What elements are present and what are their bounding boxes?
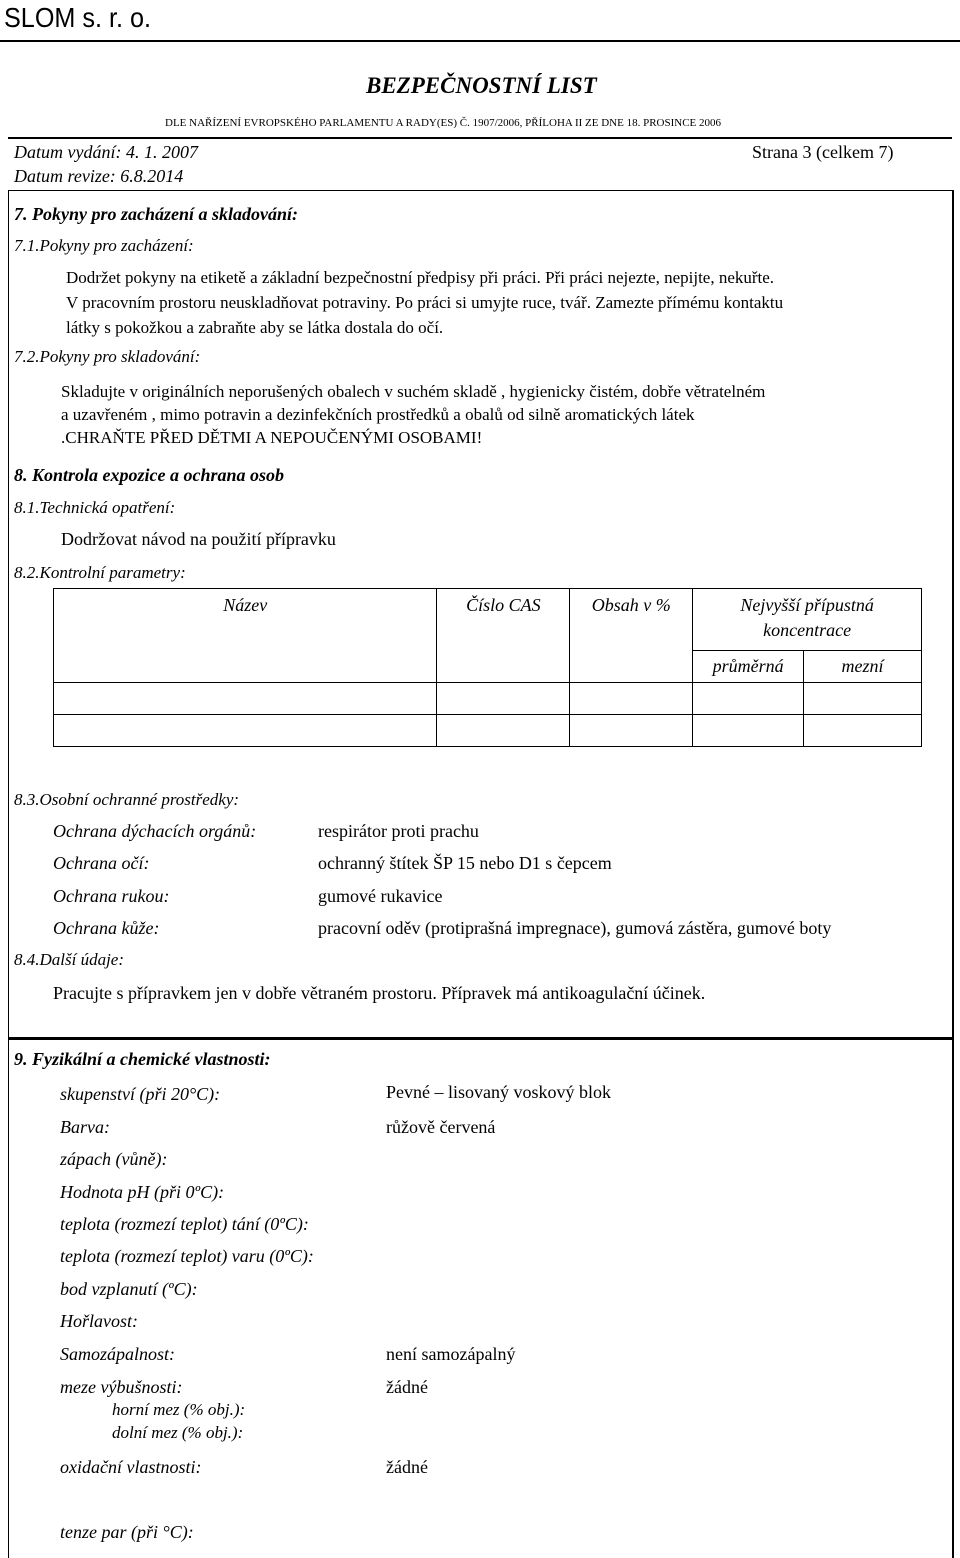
section-8-1-text: Dodržovat návod na použití přípravku bbox=[61, 529, 336, 549]
ppe-value-skin: pracovní oděv (protiprašná impregnace), gumová zástěra, gumové boty bbox=[318, 918, 832, 938]
section-7-2-line-1: Skladujte v originálních neporušených obalech v suchém skladě , hygienicky čistém, dobře větratelném bbox=[61, 382, 766, 401]
prop-label-flammability: Hořlavost: bbox=[60, 1311, 138, 1331]
section-7-1-line-2: V pracovním prostoru neuskladňovat potraviny. Po práci si umyjte ruce, tvář. Zamezte přímému kontaktu bbox=[66, 293, 784, 312]
prop-label-ph: Hodnota pH (při 0ºC): bbox=[60, 1182, 225, 1202]
table-cell bbox=[54, 715, 437, 747]
table-cell bbox=[693, 715, 804, 747]
section-8-2-title: 8.2.Kontrolní parametry: bbox=[14, 563, 186, 582]
section-8-4-text: Pracujte s přípravkem jen v dobře větraném prostoru. Přípravek má antikoagulační účinek. bbox=[53, 983, 706, 1003]
ppe-value-hands: gumové rukavice bbox=[318, 886, 443, 906]
page-number: Strana 3 (celkem 7) bbox=[752, 142, 894, 162]
table-cell bbox=[693, 683, 804, 715]
prop-value-self-ignition: není samozápalný bbox=[386, 1344, 516, 1364]
ppe-label-hands: Ochrana rukou: bbox=[53, 886, 170, 906]
prop-label-lower-limit: dolní mez (% obj.): bbox=[112, 1423, 244, 1442]
section-7-title: 7. Pokyny pro zacházení a skladování: bbox=[14, 204, 299, 224]
ppe-label-skin: Ochrana kůže: bbox=[53, 918, 160, 938]
prop-label-explosion-limits: meze výbušnosti: bbox=[60, 1377, 183, 1397]
col-header-average: průměrná bbox=[693, 651, 804, 683]
regulation-line: DLE NAŘÍZENÍ EVROPSKÉHO PARLAMENTU A RADY(ES) Č. 1907/2006, PŘÍLOHA II ZE DNE 18. PROSINCE 2006 bbox=[165, 117, 722, 129]
table-row bbox=[54, 683, 922, 715]
section-8-4-title: 8.4.Další údaje: bbox=[14, 950, 125, 969]
issue-date: Datum vydání: 4. 1. 2007 bbox=[14, 142, 198, 162]
ppe-value-respiratory: respirátor proti prachu bbox=[318, 821, 479, 841]
table-cell bbox=[437, 683, 570, 715]
col-header-cas: Číslo CAS bbox=[437, 589, 570, 683]
prop-value-state: Pevné – lisovaný voskový blok bbox=[386, 1082, 611, 1102]
col-header-max-line-1: Nejvyšší přípustná bbox=[740, 595, 874, 615]
section-7-1-line-1: Dodržet pokyny na etiketě a základní bezpečnostní předpisy při práci. Při práci nejezte, nepijte, nekuřte. bbox=[66, 268, 775, 287]
document-title: BEZPEČNOSTNÍ LIST bbox=[366, 73, 597, 98]
ppe-value-eyes: ochranný štítek ŠP 15 nebo D1 s čepcem bbox=[318, 853, 612, 873]
section-7-2-line-3: .CHRAŇTE PŘED DĚTMI A NEPOUČENÝMI OSOBAMI! bbox=[61, 428, 483, 447]
col-header-max-line-2: koncentrace bbox=[763, 620, 852, 640]
revision-date: Datum revize: 6.8.2014 bbox=[14, 166, 184, 186]
prop-label-upper-limit: horní mez (% obj.): bbox=[112, 1400, 246, 1419]
prop-label-flash-point: bod vzplanutí (ºC): bbox=[60, 1279, 198, 1299]
table-cell bbox=[437, 715, 570, 747]
prop-label-odor: zápach (vůně): bbox=[60, 1149, 168, 1169]
col-header-content: Obsah v % bbox=[570, 589, 693, 683]
section-8-1-title: 8.1.Technická opatření: bbox=[14, 498, 176, 517]
prop-value-explosion-limits: žádné bbox=[386, 1377, 428, 1397]
control-parameters-table bbox=[53, 588, 922, 747]
col-header-name: Název bbox=[54, 589, 437, 683]
section-7-2-line-2: a uzavřeném , mimo potravin a dezinfekčních prostředků a obalů od silně aromatických látek bbox=[61, 405, 695, 424]
prop-label-self-ignition: Samozápalnost: bbox=[60, 1344, 176, 1364]
table-cell bbox=[570, 715, 693, 747]
section-7-1-line-3: látky s pokožkou a zabraňte aby se látka dostala do očí. bbox=[66, 318, 444, 337]
prop-label-boiling: teplota (rozmezí teplot) varu (0ºC): bbox=[60, 1246, 314, 1266]
table-row bbox=[54, 715, 922, 747]
prop-label-oxidizing: oxidační vlastnosti: bbox=[60, 1457, 202, 1477]
section-8-title: 8. Kontrola expozice a ochrana osob bbox=[14, 465, 285, 485]
prop-label-color: Barva: bbox=[60, 1117, 110, 1137]
ppe-label-respiratory: Ochrana dýchacích orgánů: bbox=[53, 821, 257, 841]
prop-label-vapor-pressure: tenze par (při °C): bbox=[60, 1522, 194, 1542]
table-cell bbox=[804, 683, 922, 715]
section-9-title: 9. Fyzikální a chemické vlastnosti: bbox=[14, 1049, 271, 1069]
header-rule bbox=[8, 137, 952, 139]
table-cell bbox=[570, 683, 693, 715]
section-7-1-title: 7.1.Pokyny pro zacházení: bbox=[14, 236, 194, 255]
table-cell bbox=[54, 683, 437, 715]
section-8-3-title: 8.3.Osobní ochranné prostředky: bbox=[14, 790, 240, 809]
col-header-limit: mezní bbox=[804, 651, 922, 683]
prop-value-color: růžově červená bbox=[386, 1117, 496, 1137]
company-name: SLOM s. r. o. bbox=[4, 2, 152, 33]
header-top-rule bbox=[0, 40, 960, 42]
prop-label-melting: teplota (rozmezí teplot) tání (0ºC): bbox=[60, 1214, 309, 1234]
ppe-label-eyes: Ochrana očí: bbox=[53, 853, 150, 873]
prop-label-state: skupenství (při 20°C): bbox=[60, 1084, 221, 1104]
prop-value-oxidizing: žádné bbox=[386, 1457, 428, 1477]
section-7-2-title: 7.2.Pokyny pro skladování: bbox=[14, 347, 201, 366]
col-header-max-concentration bbox=[693, 589, 922, 651]
table-cell bbox=[804, 715, 922, 747]
